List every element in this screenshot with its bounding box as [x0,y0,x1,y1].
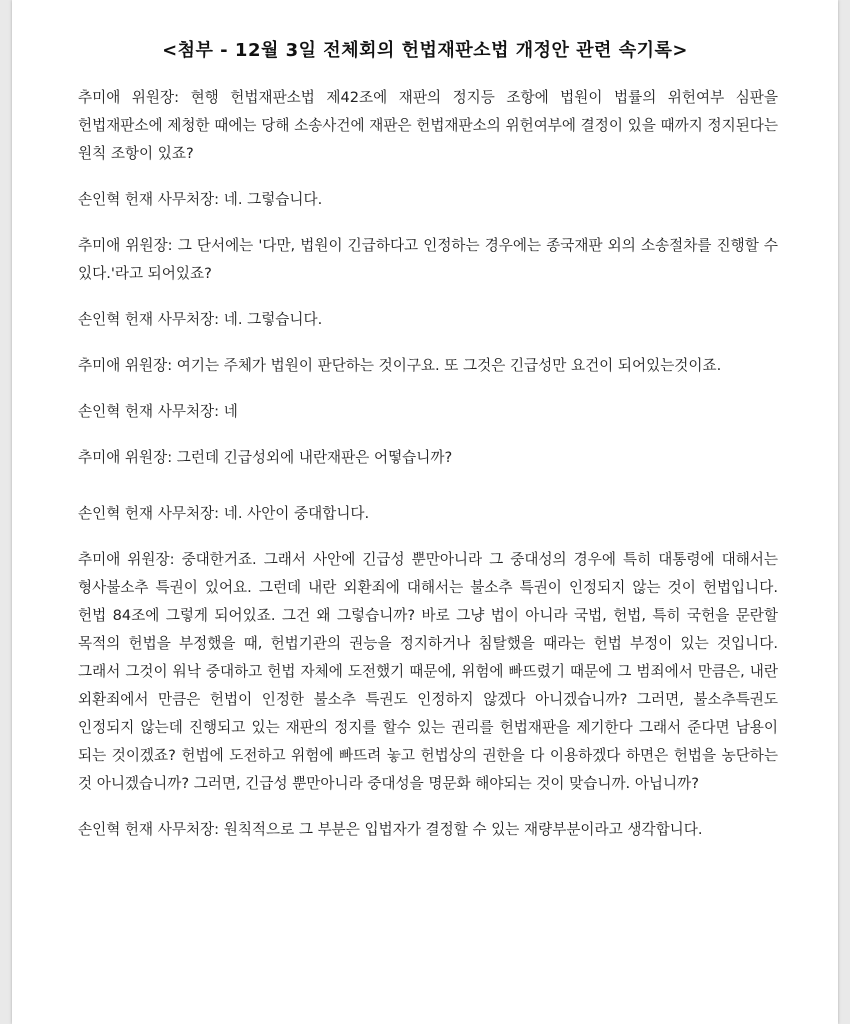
speaker-name: 추미애 위원장: [78,449,173,466]
transcript [78,84,778,862]
speaker-name: 손인혁 헌재 사무처장: [78,311,220,328]
transcript-entry [78,186,778,214]
speaker-name: 손인혁 헌재 사무처장: [78,505,220,522]
transcript-entry [78,816,778,844]
transcript-entry [78,500,778,528]
speaker-name: 추미애 위원장: [78,237,173,254]
transcript-entry [78,444,778,472]
speaker-name: 손인혁 헌재 사무처장: [78,821,220,838]
statement-text: 네 [223,403,238,420]
transcript-entry [78,84,778,168]
statement-text: 원칙적으로 그 부분은 입법자가 결정할 수 있는 재량부분이라고 생각합니다. [223,821,703,838]
document-title: <첨부 - 12월 3일 전체회의 헌법재판소법 개정안 관련 속기록> [162,40,688,61]
document-page [12,0,838,1024]
transcript-entry [78,398,778,426]
speaker-name: 손인혁 헌재 사무처장: [78,191,220,208]
statement-text: 그 단서에는 '다만, 법원이 긴급하다고 인정하는 경우에는 종국재판 외의 소송절차를 진행할 수 있다.'라고 되어있죠? [78,237,778,282]
statement-text: 네. 그렇습니다. [223,311,323,328]
statement-text: 그런데 긴급성외에 내란재판은 어떻습니까? [176,449,453,466]
speaker-name: 추미애 위원장: [78,357,173,374]
speaker-name: 추미애 위원장: [78,551,175,568]
statement-text: 여기는 주체가 법원이 판단하는 것이구요. 또 그것은 긴급성만 요건이 되어있는것이죠. [176,357,722,374]
transcript-entry [78,306,778,334]
transcript-entry [78,232,778,288]
statement-text: 중대한거죠. 그래서 사안에 긴급성 뿐만아니라 그 중대성의 경우에 특히 대통령에 대해서는 형사불소추 특권이 있어요. 그런데 내란 외환죄에 대해서는 불소추 특권이 인정되지 않는 것이 헌법입니다. 헌법 84조에 그렇게 되어있죠. 그건 왜 그렇습니까? 바로 그냥 법이 아니라 국법, 헌법, 특히 국헌을 문란할 목적의 헌법을 부정했을 때, 헌법기관의 권능을 정지하거나 침탈했을 때라는 헌법 부정이 있는 것입니다. 그래서 그것이 워낙 중대하고 헌법 자체에 도전했기 때문에, 위험에 빠뜨렸기 때문에 그 범죄에서 만큼은, 내란 외환죄에서 만큼은 헌법이 인정한 불소추 특권도 인정하지 않겠다 아니겠습니까? 그러면, 불소추특권도 인정되지 않는데 진행되고 있는 재판의 정지를 할수 있는 권리를 헌법재판을 제기한다 그래서 준다면 남용이 되는 것이겠죠? 헌법에 도전하고 위험에 빠뜨려 놓고 헌법상의 권한을 다 이용하겠다 하면은 헌법을 농단하는 것 아니겠습니까? 그러면, 긴급성 뿐만아니라 중대성을 명문화 해야되는 것이 맞습니까. 아닙니까? [78,551,778,792]
statement-text: 네. 그렇습니다. [223,191,323,208]
speaker-name: 손인혁 헌재 사무처장: [78,403,220,420]
transcript-entry [78,546,778,798]
statement-text: 현행 헌법재판소법 제42조에 재판의 정지등 조항에 법원이 법률의 위헌여부 심판을 헌법재판소에 제청한 때에는 당해 소송사건에 재판은 헌법재판소의 위헌여부에 결정이 있을 때까지 정지된다는 원칙 조항이 있죠? [78,89,779,162]
statement-text: 네. 사안이 중대합니다. [223,505,370,522]
speaker-name: 추미애 위원장: [78,89,180,106]
transcript-entry [78,352,778,380]
